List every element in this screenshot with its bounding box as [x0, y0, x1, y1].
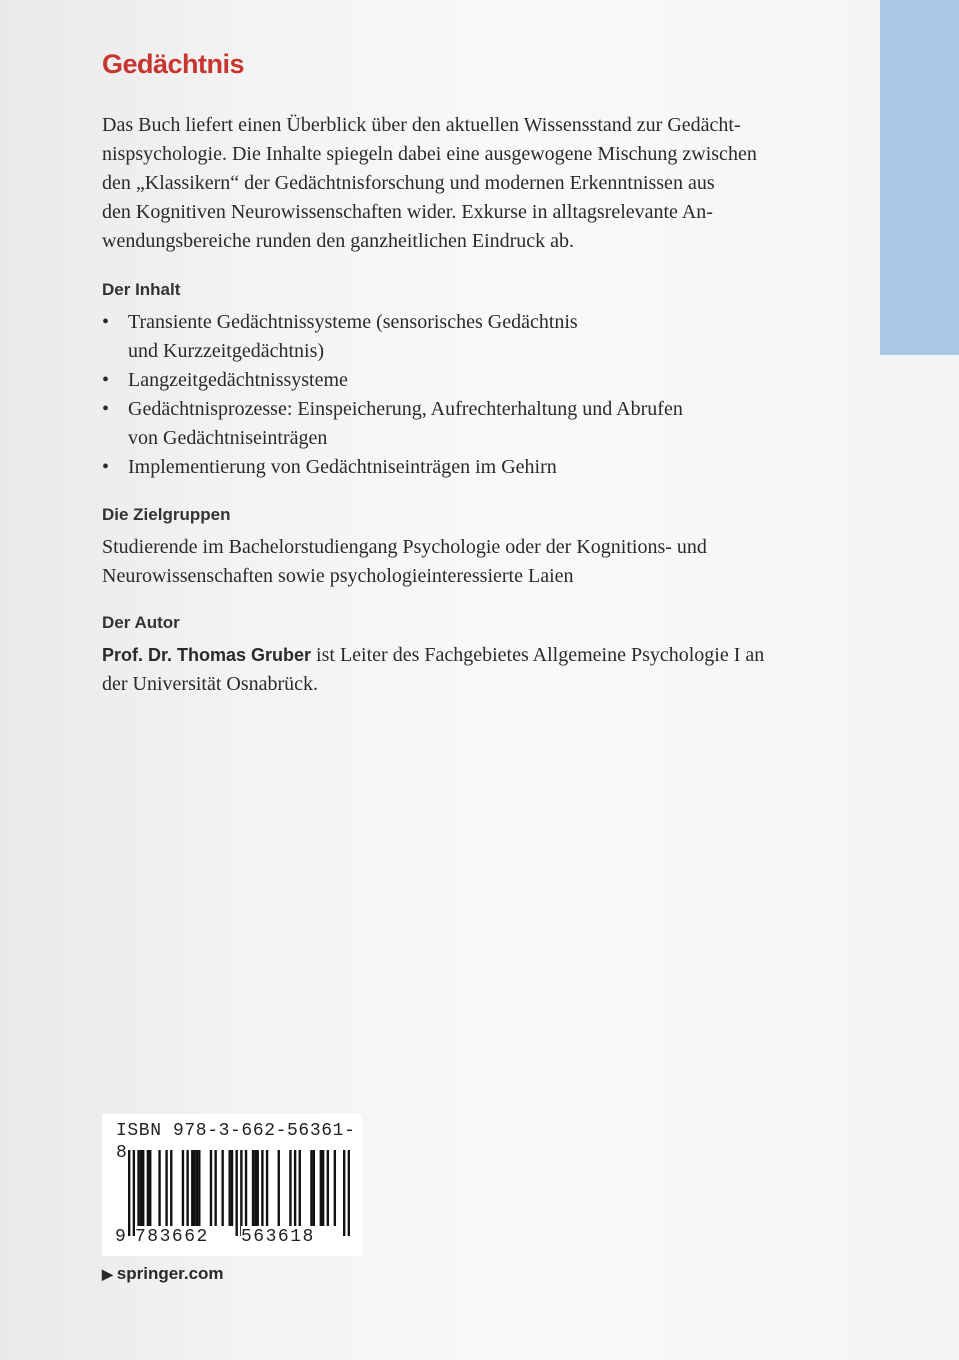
barcode-bar	[310, 1150, 312, 1226]
barcode-bar	[214, 1150, 216, 1226]
barcode-bar	[320, 1150, 322, 1226]
barcode-bars	[128, 1150, 350, 1236]
barcode-bar	[210, 1150, 212, 1226]
barcode-bar	[261, 1150, 263, 1226]
author-name: Prof. Dr. Thomas Gruber	[102, 645, 312, 665]
barcode-bar	[142, 1150, 144, 1226]
barcode-bar	[221, 1150, 223, 1226]
barcode-bar	[182, 1150, 184, 1226]
list-item: • Transiente Gedächtnissysteme (sensorisches Gedächtnis und Kurzzeitgedächtnis)	[102, 308, 818, 366]
barcode-bar	[343, 1150, 345, 1236]
inhalt-list	[102, 308, 818, 482]
back-cover-content	[102, 44, 818, 699]
barcode-bar	[147, 1150, 149, 1226]
barcode-bar	[257, 1150, 259, 1226]
barcode-bar	[327, 1150, 329, 1226]
barcode-bar	[252, 1150, 254, 1226]
springer-link[interactable]: ▶ springer.com	[102, 1264, 224, 1283]
blue-color-tab	[880, 0, 959, 355]
ean-left-digits: 783662	[135, 1227, 209, 1247]
list-item: • Langzeitgedächtnissysteme	[102, 366, 818, 395]
zielgruppen-text: Studierende im Bachelorstudiengang Psychologie oder der Kognitions- und Neurowissenschaften sowie psychologieinteressierte Laien	[102, 536, 707, 587]
isbn-text: ISBN 978-3-662-56361-8	[116, 1121, 356, 1163]
barcode-bar	[191, 1150, 193, 1226]
autor-text	[102, 641, 818, 699]
inhalt-heading: Der Inhalt	[102, 280, 181, 299]
author-description: ist Leiter des Fachgebietes Allgemeine Psychologie I an der Universität Osnabrück.	[102, 644, 765, 695]
barcode-bar	[165, 1150, 167, 1226]
barcode-bar	[170, 1150, 172, 1226]
triangle-arrow-icon: ▶	[102, 1266, 113, 1282]
barcode-bar	[266, 1150, 268, 1226]
zielgruppen-heading: Die Zielgruppen	[102, 505, 231, 524]
bullet-icon: •	[102, 311, 110, 333]
barcode-bar	[186, 1150, 188, 1226]
barcode-bar	[240, 1150, 242, 1236]
barcode-bar	[158, 1150, 160, 1226]
barcode-bar	[228, 1150, 230, 1226]
barcode-bar	[294, 1150, 296, 1226]
barcode-bar	[133, 1150, 135, 1236]
ean-first-digit: 9	[115, 1227, 126, 1247]
barcode-bar	[149, 1150, 151, 1226]
barcode-bar	[128, 1150, 130, 1236]
barcode-bar	[193, 1150, 195, 1226]
intro-paragraph: Das Buch liefert einen Überblick über den aktuellen Wissensstand zur Gedächt- nispsychologie. Die Inhalte spiegeln dabei eine ausgewogene Mischung zwischen den „Klassikern“ der Gedächtnisforschung und modernen Erkenntnissen aus den Kognitiven Neurowissenschaften wider. Exkurse in alltagsrelevante An- wendungsbereiche runden den ganzheitlichen Eindruck ab.	[102, 114, 757, 252]
barcode-bar	[196, 1150, 198, 1226]
barcode-bar	[289, 1150, 291, 1226]
isbn-barcode	[102, 1114, 362, 1256]
barcode-bar	[198, 1150, 200, 1226]
barcode-bar	[245, 1150, 247, 1226]
list-item: • Gedächtnisprozesse: Einspeicherung, Aufrechterhaltung und Abrufen von Gedächtniseinträgen	[102, 395, 818, 453]
barcode-bar	[254, 1150, 256, 1226]
barcode-bar	[231, 1150, 233, 1226]
bullet-icon: •	[102, 369, 110, 391]
bullet-icon: •	[102, 398, 110, 420]
barcode-bar	[137, 1150, 139, 1226]
ean-right-digits: 563618	[241, 1227, 315, 1247]
barcode-bar	[322, 1150, 324, 1226]
barcode-bar	[299, 1150, 301, 1226]
barcode-bar	[278, 1150, 280, 1226]
barcode-bar	[348, 1150, 350, 1236]
list-item: • Implementierung von Gedächtniseinträgen im Gehirn	[102, 453, 818, 482]
barcode-bar	[140, 1150, 142, 1226]
barcode-bar	[313, 1150, 315, 1226]
book-title: Gedächtnis	[102, 49, 245, 79]
barcode-bar	[235, 1150, 237, 1236]
barcode-bar	[334, 1150, 336, 1226]
bullet-icon: •	[102, 456, 110, 478]
autor-heading: Der Autor	[102, 613, 180, 632]
